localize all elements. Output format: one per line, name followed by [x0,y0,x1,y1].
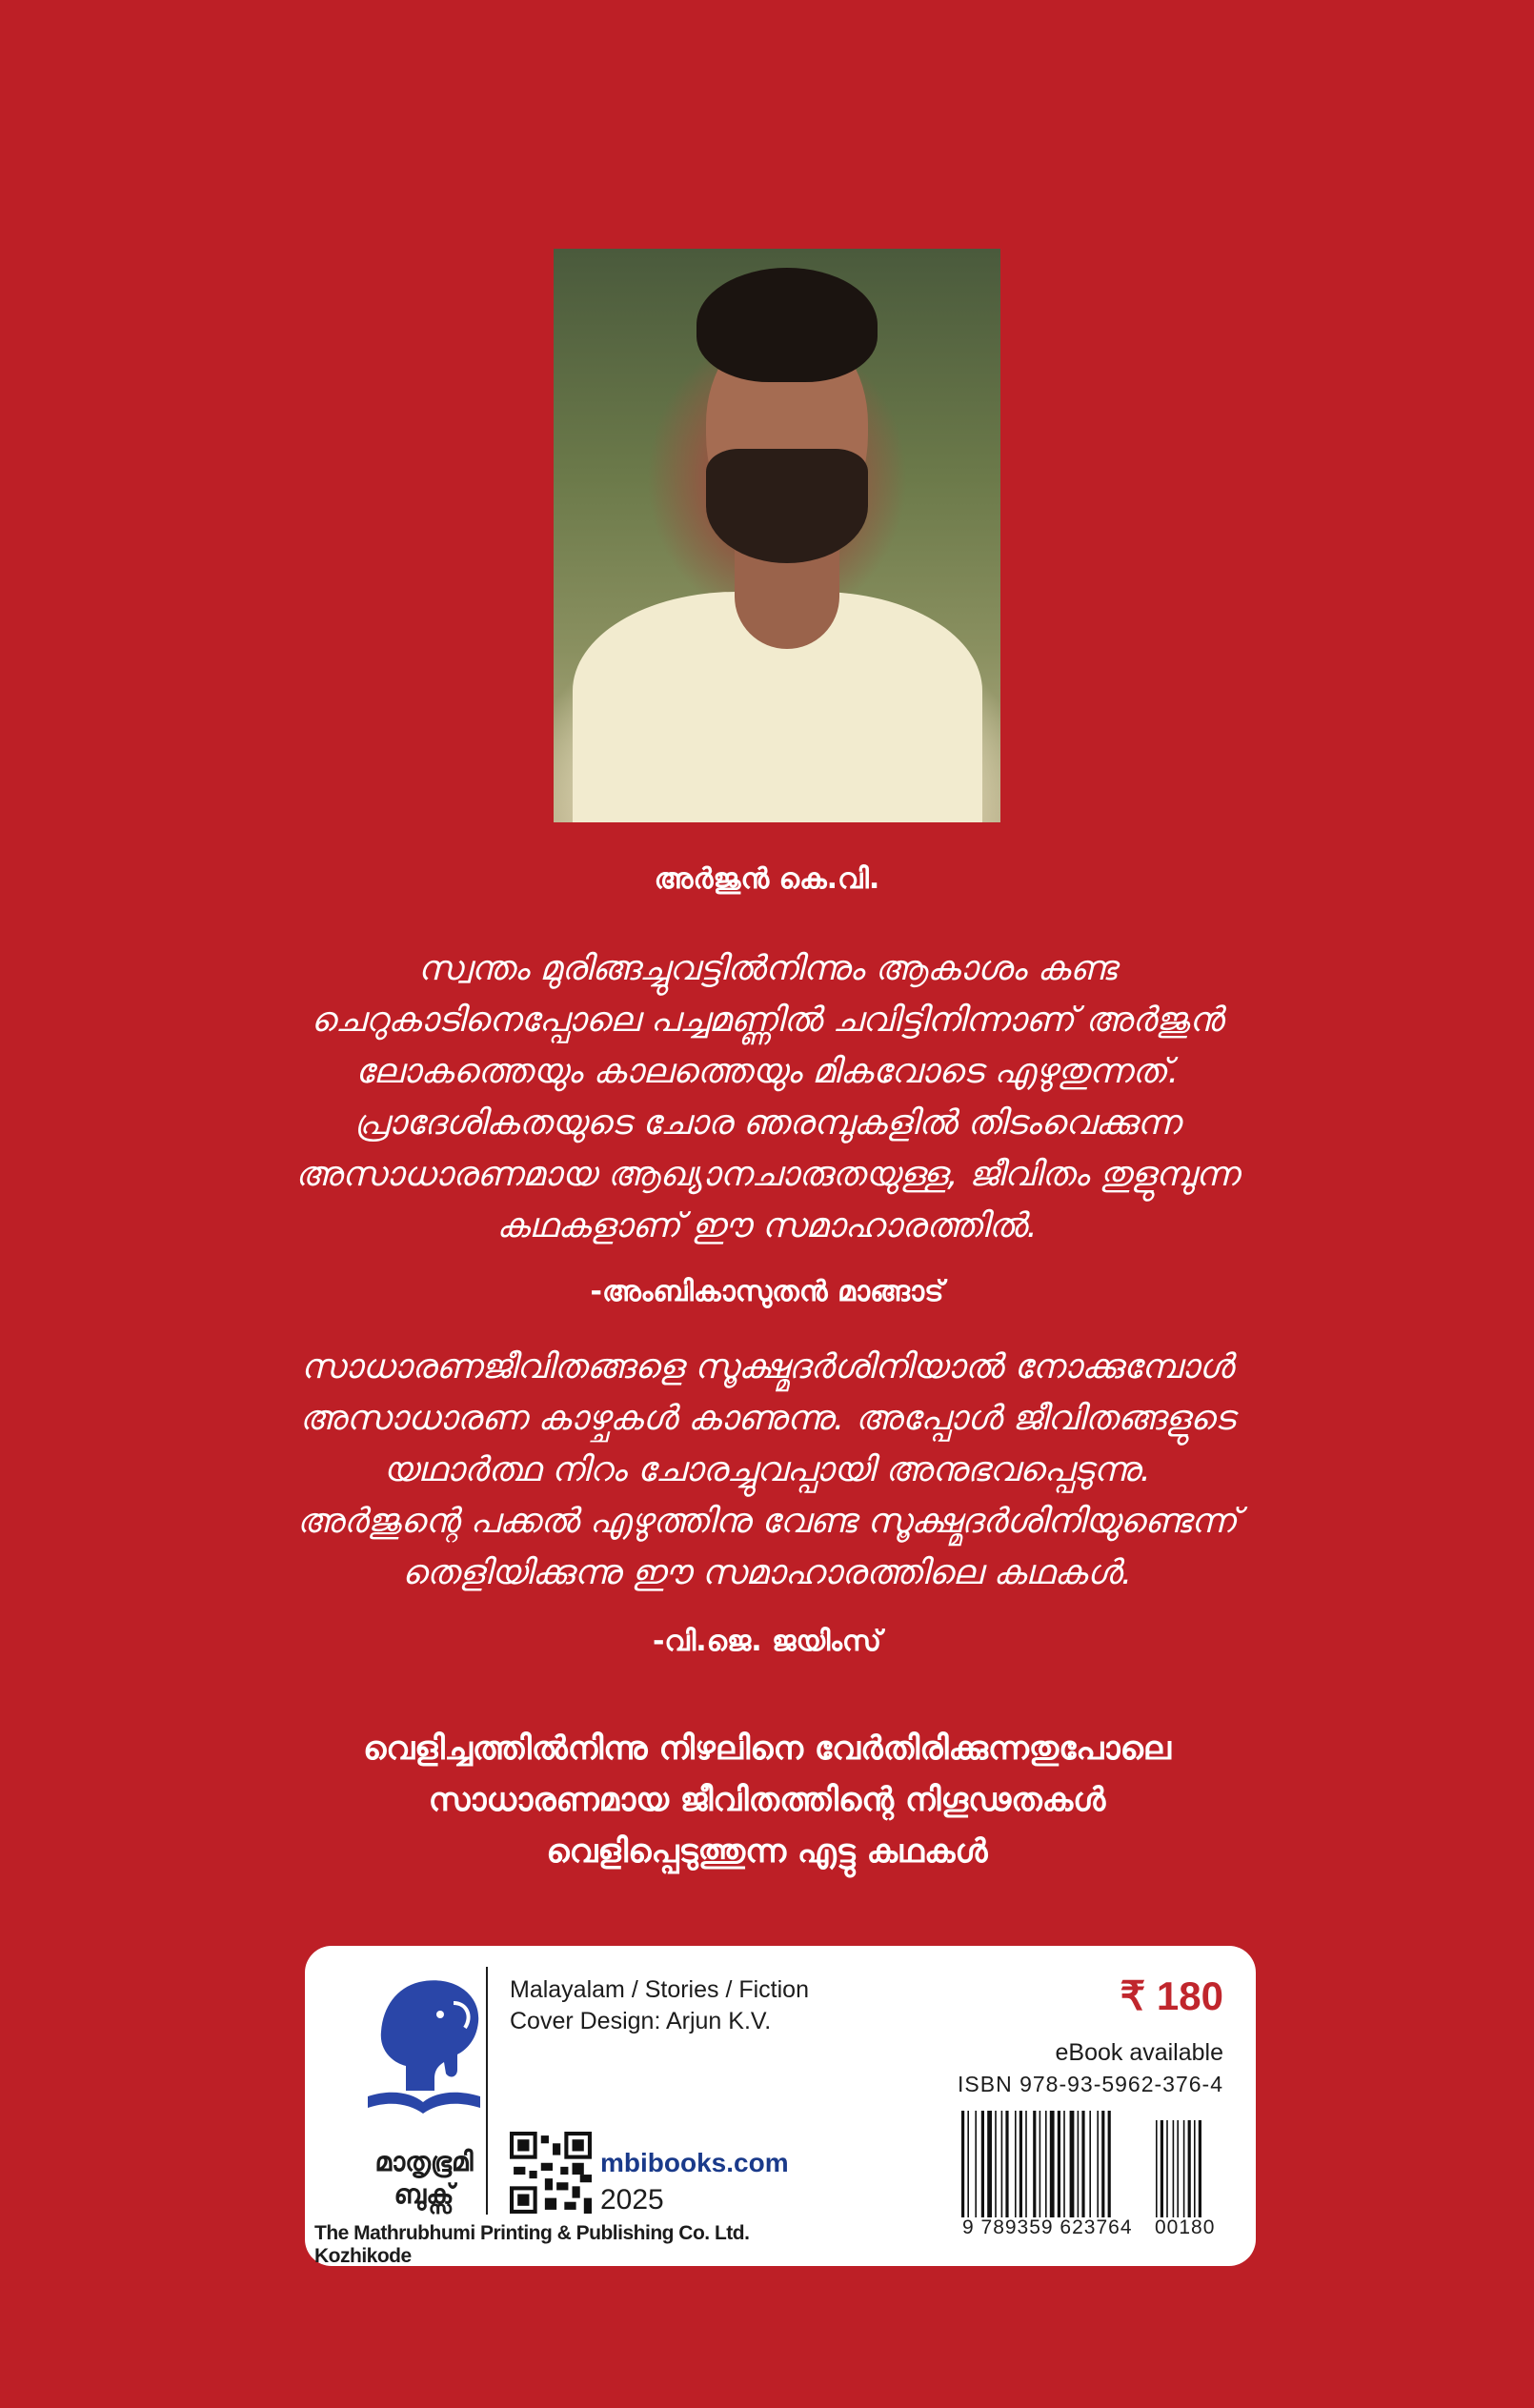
quote-line: കഥകളാണ് ഈ സമാഹാരത്തിൽ. [496,1206,1038,1245]
photo-hair [696,268,878,382]
elephant-book-logo-icon [362,1974,486,2127]
quote-line: അസാധാരണ കാഴ്ചകൾ കാണുന്നു. അപ്പോൾ ജീവിതങ്ങളുടെ [299,1399,1235,1438]
barcode-main-digits: 9 789359 623764 [962,2216,1133,2238]
book-price: ₹ 180 [1120,1973,1223,2018]
quote-line: അസാധാരണമായ ആഖ്യാനചാരുതയുള്ള, ജീവിതം തുളുമ്പുന്ന [294,1155,1240,1194]
review-quote-2 [219,1342,1315,1599]
logo-line-2: ബുക്സ് [394,2178,454,2210]
quote-line: യഥാർത്ഥ നിറം ചോരച്ചുവപ്പായി അനുഭവപ്പെടുന്നു. [383,1450,1151,1489]
review-quote-1 [219,943,1315,1252]
quote-line: സാധാരണജീവിതങ്ങളെ സൂക്ഷ്മദർശിനിയാൽ നോക്കുമ്പോൾ [300,1347,1234,1386]
quote-attribution-2: -വി.ജെ. ജയിംസ് [652,1625,882,1658]
photo-beard [706,449,868,563]
isbn-number: ISBN 978-93-5962-376-4 [958,2072,1223,2096]
quote-line: സ്വന്തം മുരിങ്ങച്ചുവട്ടിൽനിന്നും ആകാശം കണ്ട [417,949,1117,988]
barcode-addon-digits: 00180 [1155,2216,1216,2238]
barcode-icon [958,2106,1224,2230]
book-blurb [219,1723,1315,1877]
publication-year: 2025 [600,2184,664,2216]
quote-line: അർജുന്റെ പക്കൽ എഴുത്തിനു വേണ്ട സൂക്ഷ്മദർശിനിയുണ്ടെന്ന് [296,1502,1238,1541]
author-name: അർജുൻ കെ.വി. [654,862,880,896]
publisher-website-link[interactable]: mbibooks.com [600,2148,789,2177]
quote-line: തെളിയിക്കുന്നു ഈ സമാഹാരത്തിലെ കഥകൾ. [401,1553,1133,1592]
ebook-availability: eBook available [1055,2039,1223,2066]
book-category: Malayalam / Stories / Fiction [510,1976,809,2003]
quote-attribution-1: -അംബികാസുതൻ മാങ്ങാട് [590,1275,944,1308]
logo-line-1: മാതൃഭൂമി [374,2146,474,2177]
panel-divider [486,1967,488,2215]
publisher-panel [305,1946,1256,2266]
quote-line: ലോകത്തെയും കാലത്തെയും മികവോടെ എഴുതുന്നത്. [354,1052,1180,1091]
publisher-name: The Mathrubhumi Printing & Publishing Co. Ltd. Kozhikode [314,2222,750,2267]
book-info [510,1974,809,2037]
blurb-line: വെളിച്ചത്തിൽനിന്നു നിഴലിനെ വേർതിരിക്കുന്നതുപോലെ [363,1730,1171,1768]
quote-line: പ്രാദേശികതയുടെ ചോര ഞരമ്പുകളിൽ തിടംവെക്കുന്ന [353,1103,1181,1143]
qr-code-icon [510,2132,592,2214]
author-photo [554,249,1000,822]
cover-design-credit: Cover Design: Arjun K.V. [510,2008,772,2034]
quote-line: ചെറുകാടിനെപ്പോലെ പച്ചമണ്ണിൽ ചവിട്ടിനിന്നാണ് അർജുൻ [311,1001,1223,1040]
blurb-line: വെളിപ്പെടുത്തുന്ന എട്ടു കഥകൾ [546,1832,988,1871]
blurb-line: സാധാരണമായ ജീവിതത്തിന്റെ നിഗൂഢതകൾ [428,1781,1106,1819]
